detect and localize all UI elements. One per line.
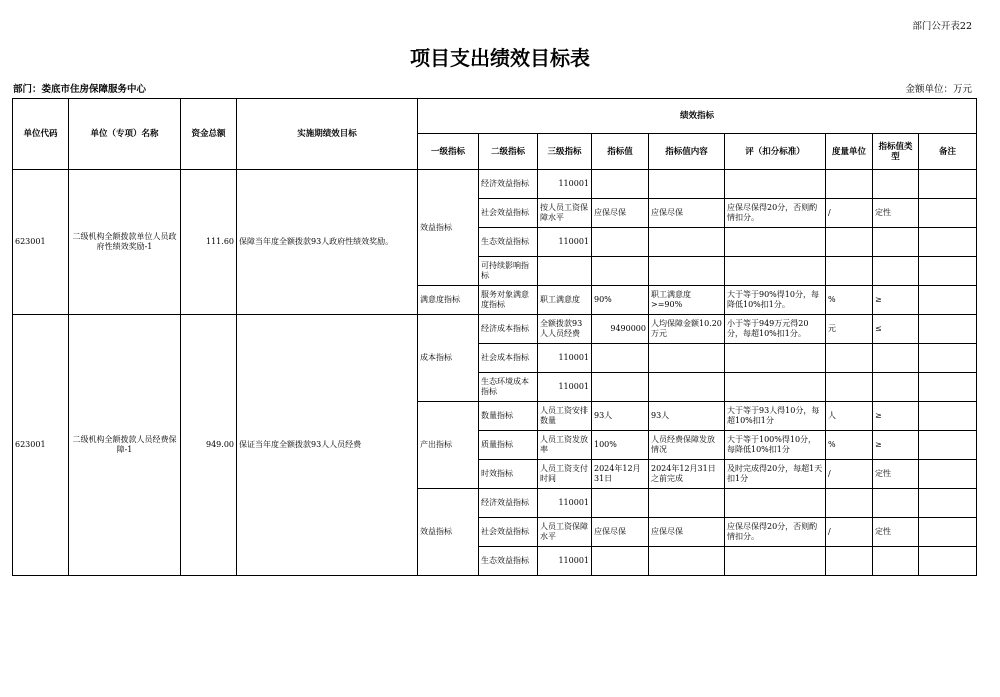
header-unit-code: 单位代码 [13,99,69,170]
type-cell: ≥ [873,402,919,431]
value-cell [592,228,649,257]
content-cell [649,489,725,518]
header-goal: 实施期绩效目标 [237,99,418,170]
type-cell [873,170,919,199]
level3-cell: 110001 [538,373,592,402]
header-level2: 二级指标 [479,134,538,170]
level2-cell: 质量指标 [479,431,538,460]
remark-cell [919,373,977,402]
remark-cell [919,199,977,228]
value-cell: 9490000 [592,315,649,344]
measure-cell [826,373,873,402]
score-cell: 应保尽保得20分，否则酌情扣分。 [725,199,826,228]
score-cell [725,170,826,199]
header-content: 指标值内容 [649,134,725,170]
table-row [13,315,977,344]
header-remark: 备注 [919,134,977,170]
level1-cell: 满意度指标 [418,286,479,315]
header-score: 评（扣分标准） [725,134,826,170]
header-performance: 绩效指标 [418,99,977,134]
measure-cell: / [826,460,873,489]
level3-cell: 按人员工资保障水平 [538,199,592,228]
level2-cell: 数量指标 [479,402,538,431]
remark-cell [919,286,977,315]
level3-cell [538,257,592,286]
level2-cell: 生态效益指标 [479,547,538,576]
level2-cell: 社会效益指标 [479,518,538,547]
measure-cell [826,489,873,518]
measure-cell [826,547,873,576]
content-cell: 93人 [649,402,725,431]
score-cell: 及时完成得20分，每超1天扣1分 [725,460,826,489]
type-cell: 定性 [873,199,919,228]
level2-cell: 服务对象满意度指标 [479,286,538,315]
content-cell [649,170,725,199]
level1-cell: 效益指标 [418,170,479,286]
value-cell: 100% [592,431,649,460]
content-cell: 人员经费保障发放情况 [649,431,725,460]
remark-cell [919,228,977,257]
level2-cell: 可持续影响指标 [479,257,538,286]
level2-cell: 时效指标 [479,460,538,489]
measure-cell: % [826,431,873,460]
level3-cell: 110001 [538,344,592,373]
content-cell: 人均保障金额10.20万元 [649,315,725,344]
remark-cell [919,402,977,431]
remark-cell [919,518,977,547]
level3-cell: 110001 [538,489,592,518]
unit-name-cell: 二级机构全额拨款单位人员政府性绩效奖励-1 [69,170,181,315]
level3-cell: 人员工资支付时间 [538,460,592,489]
level1-cell: 效益指标 [418,489,479,576]
content-cell: 应保尽保 [649,518,725,547]
score-cell [725,489,826,518]
amount-cell: 949.00 [181,315,237,576]
measure-cell: 人 [826,402,873,431]
score-cell: 小于等于949万元得20分，每超10%扣1分。 [725,315,826,344]
type-cell [873,373,919,402]
measure-cell: / [826,518,873,547]
score-cell [725,373,826,402]
value-cell: 93人 [592,402,649,431]
type-cell [873,228,919,257]
value-cell [592,257,649,286]
level2-cell: 生态效益指标 [479,228,538,257]
score-cell [725,257,826,286]
unit-name-cell: 二级机构全额拨款人员经费保障-1 [69,315,181,576]
content-cell: 2024年12月31日之前完成 [649,460,725,489]
header-level3: 三级指标 [538,134,592,170]
measure-cell: % [826,286,873,315]
level2-cell: 经济成本指标 [479,315,538,344]
remark-cell [919,547,977,576]
value-cell [592,547,649,576]
goal-cell: 保证当年度全额拨款93人人员经费 [237,315,418,576]
score-cell [725,344,826,373]
level1-cell: 产出指标 [418,402,479,489]
measure-cell [826,257,873,286]
level2-cell: 经济效益指标 [479,170,538,199]
header-unit-name: 单位（专项）名称 [69,99,181,170]
remark-cell [919,315,977,344]
table-body [13,170,977,576]
level3-cell: 全额拨款93人人员经费 [538,315,592,344]
score-cell: 大于等于90%得10分，每降低10%扣1分。 [725,286,826,315]
value-cell: 2024年12月31日 [592,460,649,489]
content-cell: 应保尽保 [649,199,725,228]
level3-cell: 110001 [538,547,592,576]
goal-cell: 保障当年度全额拨款93人政府性绩效奖励。 [237,170,418,315]
page-title: 项目支出绩效目标表 [410,46,590,70]
type-cell [873,257,919,286]
remark-cell [919,431,977,460]
unit-code-cell: 623001 [13,315,69,576]
value-cell: 90% [592,286,649,315]
score-cell [725,228,826,257]
level2-cell: 经济效益指标 [479,489,538,518]
content-cell [649,228,725,257]
type-cell [873,547,919,576]
level3-cell: 110001 [538,170,592,199]
type-cell: 定性 [873,460,919,489]
value-cell [592,489,649,518]
remark-cell [919,344,977,373]
header-value: 指标值 [592,134,649,170]
type-cell [873,489,919,518]
level3-cell: 人员工资保障水平 [538,518,592,547]
level1-cell: 成本指标 [418,315,479,402]
header-level1: 一级指标 [418,134,479,170]
level3-cell: 110001 [538,228,592,257]
remark-cell [919,489,977,518]
level2-cell: 生态环境成本指标 [479,373,538,402]
type-cell: 定性 [873,518,919,547]
content-cell [649,257,725,286]
level2-cell: 社会成本指标 [479,344,538,373]
level2-cell: 社会效益指标 [479,199,538,228]
measure-cell [826,228,873,257]
type-cell: ≥ [873,286,919,315]
amount-cell: 111.60 [181,170,237,315]
content-cell [649,547,725,576]
measure-cell: 元 [826,315,873,344]
remark-cell [919,257,977,286]
type-cell: ≥ [873,431,919,460]
table-row [13,170,977,199]
score-cell: 大于等于100%得10分，每降低10%扣1分 [725,431,826,460]
score-cell: 大于等于93人得10分，每超10%扣1分 [725,402,826,431]
measure-cell [826,170,873,199]
value-cell [592,373,649,402]
level3-cell: 人员工资发放率 [538,431,592,460]
performance-table [12,98,977,576]
level3-cell: 人员工资安排数量 [538,402,592,431]
header-measure: 度量单位 [826,134,873,170]
unit-code-cell: 623001 [13,170,69,315]
measure-cell: / [826,199,873,228]
form-number: 部门公开表22 [912,21,972,32]
header-total: 资金总额 [181,99,237,170]
header-type: 指标值类型 [873,134,919,170]
score-cell: 应保尽保得20分，否则酌情扣分。 [725,518,826,547]
value-cell [592,170,649,199]
value-cell [592,344,649,373]
remark-cell [919,460,977,489]
type-cell: ≤ [873,315,919,344]
type-cell [873,344,919,373]
score-cell [725,547,826,576]
remark-cell [919,170,977,199]
value-cell: 应保尽保 [592,199,649,228]
amount-unit-label: 金额单位：万元 [905,84,972,95]
value-cell: 应保尽保 [592,518,649,547]
measure-cell [826,344,873,373]
level3-cell: 职工满意度 [538,286,592,315]
department-label: 部门：娄底市住房保障服务中心 [13,84,147,95]
content-cell [649,344,725,373]
content-cell: 职工满意度>=90% [649,286,725,315]
content-cell [649,373,725,402]
